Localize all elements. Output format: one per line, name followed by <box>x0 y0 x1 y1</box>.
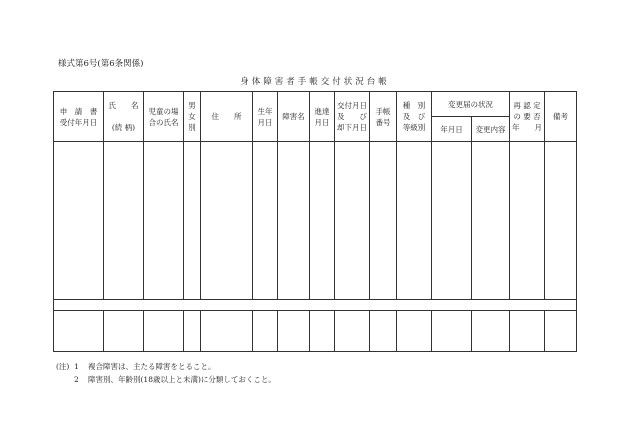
header-arrival-date: 進達 月日 <box>310 92 335 142</box>
table-cell <box>335 311 370 352</box>
table-cell <box>201 142 253 300</box>
header-type-grade: 種 別 及 び 等級別 <box>397 92 432 142</box>
table-cell <box>370 142 397 300</box>
table-cell <box>510 142 545 300</box>
table-cell <box>545 311 577 352</box>
document-title: 身体障害者手帳交付状況台帳 <box>240 77 390 87</box>
header-address: 住 所 <box>201 92 253 142</box>
header-guardian-name: 児童の場 合の氏名 <box>144 92 184 142</box>
table-cell <box>278 142 310 300</box>
table-cell <box>545 142 577 300</box>
header-birth-date: 生年 月日 <box>253 92 278 142</box>
notes-lead: (注) <box>56 362 70 371</box>
header-change-status: 変更届の状況 <box>432 92 510 117</box>
header-change-date: 年月日 <box>432 117 472 142</box>
note-text: 複合障害は、主たる障害をとること。 <box>88 362 216 371</box>
header-booklet-number: 手帳 番号 <box>370 92 397 142</box>
note-number: 1 <box>74 362 79 371</box>
note-line <box>56 373 276 386</box>
table-cell <box>370 311 397 352</box>
table-cell <box>310 311 335 352</box>
table-cell <box>278 311 310 352</box>
table-cell <box>310 142 335 300</box>
table-cell <box>253 142 278 300</box>
notes-section <box>56 360 276 386</box>
table-cell <box>104 142 144 300</box>
header-name: 氏 名 (続 柄) <box>104 92 144 142</box>
table-cell <box>432 311 472 352</box>
table-cell <box>104 311 144 352</box>
table-cell <box>201 311 253 352</box>
note-text: 障害別、年齢別(18歳以上と未満)に分類しておくこと。 <box>88 375 276 384</box>
note-line <box>56 360 276 373</box>
header-disability-name: 障害名 <box>278 92 310 142</box>
table-cell <box>54 311 104 352</box>
table-cell <box>144 142 184 300</box>
ledger-table <box>53 91 577 352</box>
table-cell <box>397 142 432 300</box>
header-sex: 男 女 別 <box>184 92 201 142</box>
table-cell <box>144 311 184 352</box>
table-cell <box>397 311 432 352</box>
table-cell <box>253 311 278 352</box>
table-cell <box>184 311 201 352</box>
table-cell <box>184 142 201 300</box>
table-cell <box>510 311 545 352</box>
header-change-content: 変更内容 <box>472 117 510 142</box>
header-recertification: 再 認 定 の 要 否 年 月 <box>510 92 545 142</box>
table-cell <box>432 142 472 300</box>
table-cell <box>472 142 510 300</box>
table-separator <box>54 300 577 311</box>
table-body-lower <box>54 311 577 352</box>
table-cell <box>472 311 510 352</box>
table-body-upper <box>54 142 577 300</box>
header-remarks: 備考 <box>545 92 577 142</box>
note-number: 2 <box>74 375 79 384</box>
form-number-label: 様式第6号(第6条関係) <box>58 59 144 69</box>
table-cell <box>54 142 104 300</box>
header-issue-date: 交付月日 及 び 却下月日 <box>335 92 370 142</box>
section-divider <box>54 300 577 311</box>
table-cell <box>335 142 370 300</box>
header-application-date: 申 請 書 受付年月日 <box>54 92 104 142</box>
